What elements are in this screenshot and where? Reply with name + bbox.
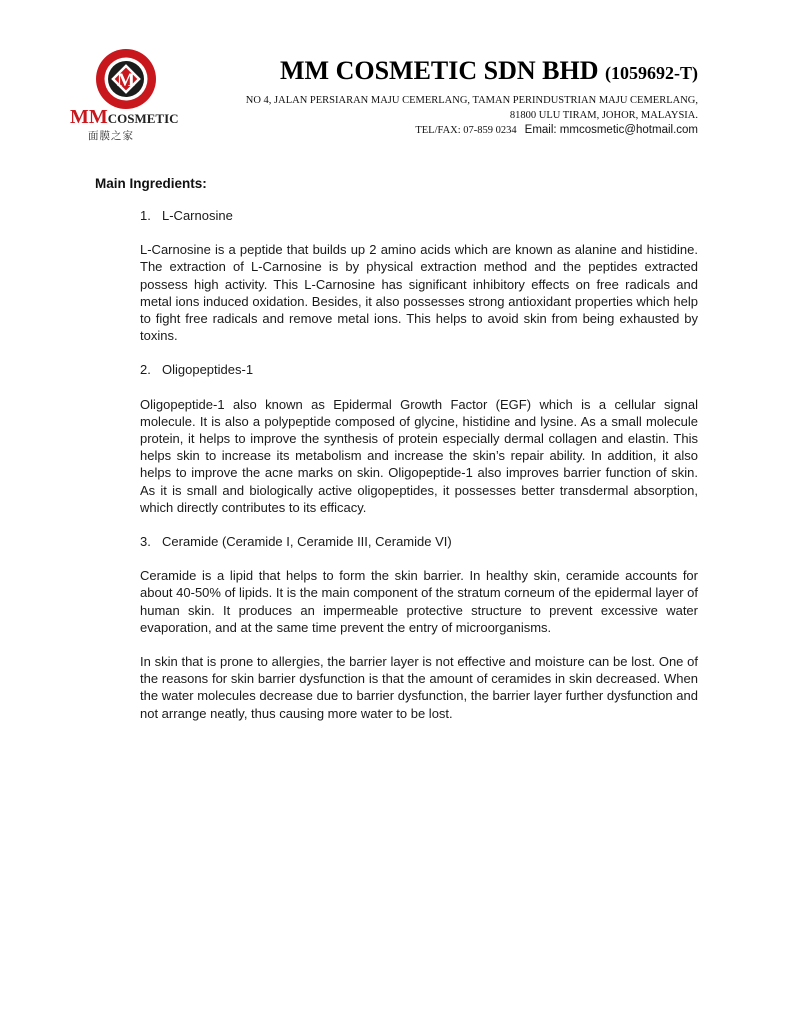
ingredient-name: L-Carnosine (162, 208, 233, 223)
email: Email: mmcosmetic@hotmail.com (524, 124, 698, 136)
ingredient-title (140, 361, 698, 378)
logo-wordmark-mm: MM (70, 106, 108, 128)
ingredient-name: Ceramide (Ceramide I, Ceramide III, Ceramide VI) (162, 534, 452, 550)
logo-tagline: 面膜之家 (88, 130, 134, 142)
ingredient-paragraph: Oligopeptide-1 also known as Epidermal Growth Factor (EGF) which is a cellular signal molecule. It is also a polypeptide composed of glycine, histidine and lysine. As a small molecule protein, it helps to improve the synthesis of protein especially dermal collagen and elastin. This helps skin to increase its metabolism and increase the skin’s repair ability. In addition, it also helps to improve the acne marks on skin. Oligopeptide-1 also improves barrier function of skin. As it is small and biologically active oligopeptides, it possesses better transdermal absorption, which directly contributes to its efficacy. (140, 396, 698, 515)
ingredient-paragraph: L-Carnosine is a peptide that builds up 2 amino acids which are known as alanine and histidine. The extraction of L-Carnosine is by physical extraction method and the peptides extracted possess high activity. This L-Carnosine has significant inhibitory effects on free radicals and metal ions induced oxidation. Besides, it also possesses strong antioxidant properties which help to fight free radicals and remove metal ions. This helps to avoid skin from being exhausted by toxins. (140, 242, 698, 344)
ingredient-paragraph: Ceramide is a lipid that helps to form the skin barrier. In healthy skin, ceramide accounts for about 40-50% of lipids. It is the main component of the stratum corneum of the epidermal layer of human skin. It produces an impermeable protective structure to prevent excessive water evaporation, and at the same time prevent the entry of microorganisms. (140, 568, 698, 635)
section-title: Main Ingredients: (95, 176, 207, 191)
company-contact (200, 123, 698, 138)
logo-wordmark-rest: COSMETIC (107, 111, 179, 126)
ingredient-title (140, 533, 698, 550)
ingredient-name: Oligopeptides-1 (162, 362, 254, 378)
logo-emblem-icon (95, 48, 157, 110)
ingredients-content (140, 207, 698, 722)
address-line-2: 81800 ULU TIRAM, JOHOR, MALAYSIA. (509, 110, 698, 121)
ingredient-number: 2. (140, 362, 151, 378)
ingredient-number: 3. (140, 534, 151, 550)
ingredient-paragraph: In skin that is prone to allergies, the barrier layer is not effective and moisture can be lost. One of the reasons for skin barrier dysfunction is that the amount of ceramides in skin decreased. When the water molecules decrease due to barrier dysfunction, the barrier layer further dysfunction and not arrange neatly, thus causing more water to be lost. (140, 654, 698, 721)
logo-wordmark (70, 107, 180, 127)
company-name: MM COSMETIC SDN BHD (279, 56, 599, 85)
ingredient-number: 1. (140, 208, 151, 223)
ingredient-title (140, 207, 698, 224)
logo-mark-letter: M (117, 70, 135, 91)
company-registration: (1059692-T) (605, 63, 698, 83)
company-logo (70, 48, 180, 144)
company-address (200, 93, 698, 123)
company-header (200, 56, 698, 138)
telfax: TEL/FAX: 07-859 0234 (415, 125, 517, 136)
address-line-1: NO 4, JALAN PERSIARAN MAJU CEMERLANG, TAMAN PERINDUSTRIAN MAJU CEMERLANG, (245, 95, 698, 106)
company-name-line (200, 56, 698, 88)
